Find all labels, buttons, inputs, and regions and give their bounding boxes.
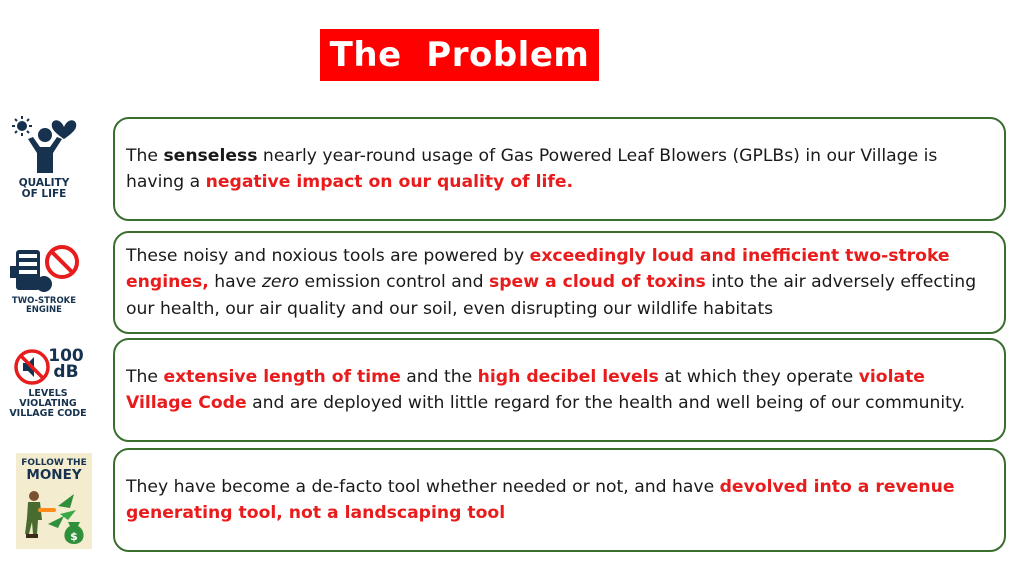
page-title: The Problem <box>320 29 599 81</box>
heart-icon <box>52 120 77 139</box>
body-text: into the air adversely effecting our health, our air quality and our soil, even disrupting our wildlife habitats <box>126 272 977 319</box>
body-text: emission control and <box>299 272 489 293</box>
leaf-blower-worker-icon <box>18 484 90 546</box>
emphasis-text: high decibel levels <box>477 366 659 387</box>
body-text: nearly year-round usage of Gas Powered Leaf Blowers (GPLBs) in our Village is having a <box>126 145 938 192</box>
emphasis-text: spew a cloud of toxins <box>489 272 706 293</box>
body-text: These noisy and noxious tools are powered by <box>126 245 530 266</box>
two-stroke-engine-label: TWO-STROKE ENGINE <box>11 296 77 315</box>
emphasis-text: zero <box>261 272 300 293</box>
quality-of-life-label: QUALITY OF LIFE <box>18 177 70 201</box>
problem-card-revenue <box>113 448 1006 552</box>
two-stroke-engine-icon <box>10 240 82 298</box>
emphasis-text: extensive length of time <box>163 366 401 387</box>
body-text: and the <box>400 366 478 387</box>
emphasis-text: devolved into a revenue generating tool, not a landscaping tool <box>126 476 955 523</box>
noise-levels-label: LEVELS VIOLATING VILLAGE CODE <box>9 388 87 419</box>
quality-of-life-icon <box>10 113 80 179</box>
card-text <box>126 474 994 527</box>
sun-icon <box>12 116 32 136</box>
follow-the-money-label: FOLLOW THE MONEY <box>21 458 87 484</box>
svg-text:$: $ <box>70 530 78 543</box>
problem-card-noise-levels <box>113 338 1006 442</box>
card-text <box>126 143 994 196</box>
problem-card-quality-of-life <box>113 117 1006 221</box>
money-bag-icon <box>64 522 83 544</box>
speaker-muted-icon <box>14 349 50 385</box>
body-text: have <box>208 272 262 293</box>
no-symbol-icon <box>47 247 77 277</box>
emphasis-text: senseless <box>163 145 258 166</box>
body-text: and are deployed with little regard for the health and well being of our community. <box>246 393 966 413</box>
emphasis-text: negative impact on our quality of life. <box>205 172 574 192</box>
card-text <box>126 364 994 417</box>
body-text: The <box>126 366 164 387</box>
emphasis-text: violate Village Code <box>126 366 925 413</box>
emphasis-text: exceedingly loud and inefficient two-stroke engines, <box>126 245 950 293</box>
decibel-value: 100 dB <box>48 346 84 382</box>
card-text <box>126 243 994 323</box>
body-text: They have become a de-facto tool whether needed or not, and have <box>126 476 720 497</box>
problem-card-two-stroke-engine <box>113 231 1006 334</box>
body-text: at which they operate <box>658 366 859 387</box>
body-text: The <box>126 145 164 166</box>
